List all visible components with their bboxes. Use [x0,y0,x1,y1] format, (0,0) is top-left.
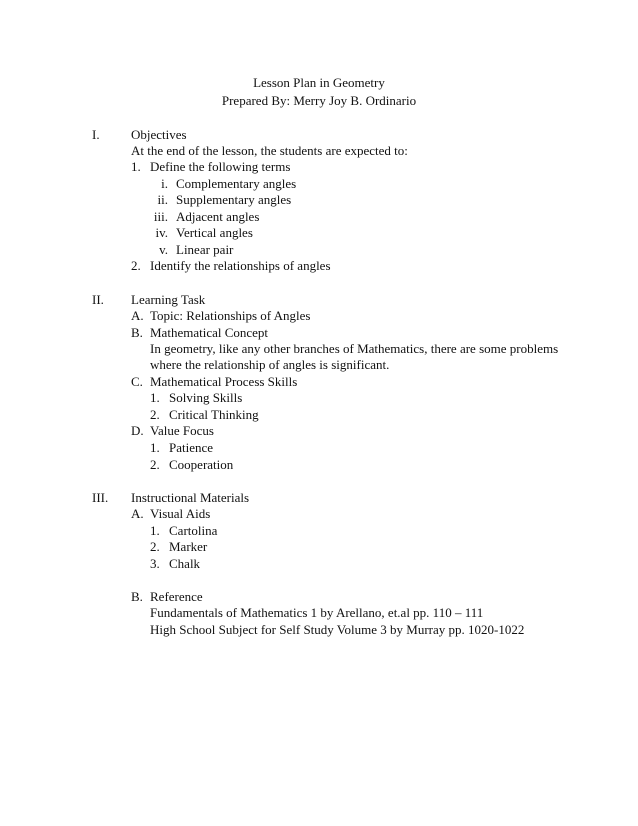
sublist-item-label: v. [159,242,168,257]
list-item-label: A. [131,506,144,521]
sublist-item-text: Complementary angles [176,176,297,191]
section-title: Instructional Materials [131,490,250,505]
reference-line: High School Subject for Self Study Volume 3 by Murray pp. 1020-1022 [150,622,525,637]
sublist-item-text: Patience [169,440,214,455]
list-item-label: D. [131,423,144,438]
sublist-item-text: Cooperation [169,457,234,472]
sublist-item-label: 1. [150,523,160,538]
section-intro: At the end of the lesson, the students are expected to: [131,143,408,158]
sublist-item-label: 2. [150,407,160,422]
sublist-item-text: Supplementary angles [176,192,292,207]
paragraph-line: In geometry, like any other branches of Mathematics, there are some problems [150,341,559,356]
sublist-item-text: Critical Thinking [169,407,259,422]
list-item-text: Mathematical Process Skills [150,374,298,389]
section-numeral: II. [92,292,104,307]
list-item-label: B. [131,589,143,604]
document-author: Prepared By: Merry Joy B. Ordinario [221,93,417,108]
sublist-item-label: i. [161,176,168,191]
reference-line: Fundamentals of Mathematics 1 by Arellano, et.al pp. 110 – 111 [150,605,484,620]
sublist-item-text: Adjacent angles [176,209,260,224]
sublist-item-label: 1. [150,440,160,455]
section-title: Objectives [131,127,187,142]
section-numeral: I. [92,127,100,142]
sublist-item-label: iii. [153,209,168,224]
list-item-text: Reference [150,589,203,604]
list-item-label: B. [131,325,143,340]
list-item-label: C. [131,374,143,389]
list-item-text: Mathematical Concept [150,325,269,340]
sublist-item-label: 2. [150,457,160,472]
sublist-item-text: Linear pair [176,242,234,257]
sublist-item-label: ii. [157,192,168,207]
sublist-item-text: Vertical angles [176,225,253,240]
list-item-label: A. [131,308,144,323]
list-item-text: Identify the relationships of angles [150,258,331,273]
list-item-text: Visual Aids [150,506,211,521]
list-item-text: Value Focus [150,423,214,438]
sublist-item-label: 1. [150,390,160,405]
section-title: Learning Task [131,292,206,307]
sublist-item-label: iv. [155,225,168,240]
sublist-item-text: Solving Skills [169,390,243,405]
list-item-text: Topic: Relationships of Angles [150,308,311,323]
list-item-text: Define the following terms [150,159,291,174]
sublist-item-label: 3. [150,556,160,571]
list-item-label: 2. [131,258,141,273]
sublist-item-label: 2. [150,539,160,554]
list-item-label: 1. [131,159,141,174]
paragraph-line: where the relationship of angles is significant. [150,357,390,372]
section-numeral: III. [92,490,109,505]
document-title: Lesson Plan in Geometry [253,75,385,90]
sublist-item-text: Cartolina [169,523,218,538]
sublist-item-text: Marker [169,539,208,554]
sublist-item-text: Chalk [169,556,201,571]
